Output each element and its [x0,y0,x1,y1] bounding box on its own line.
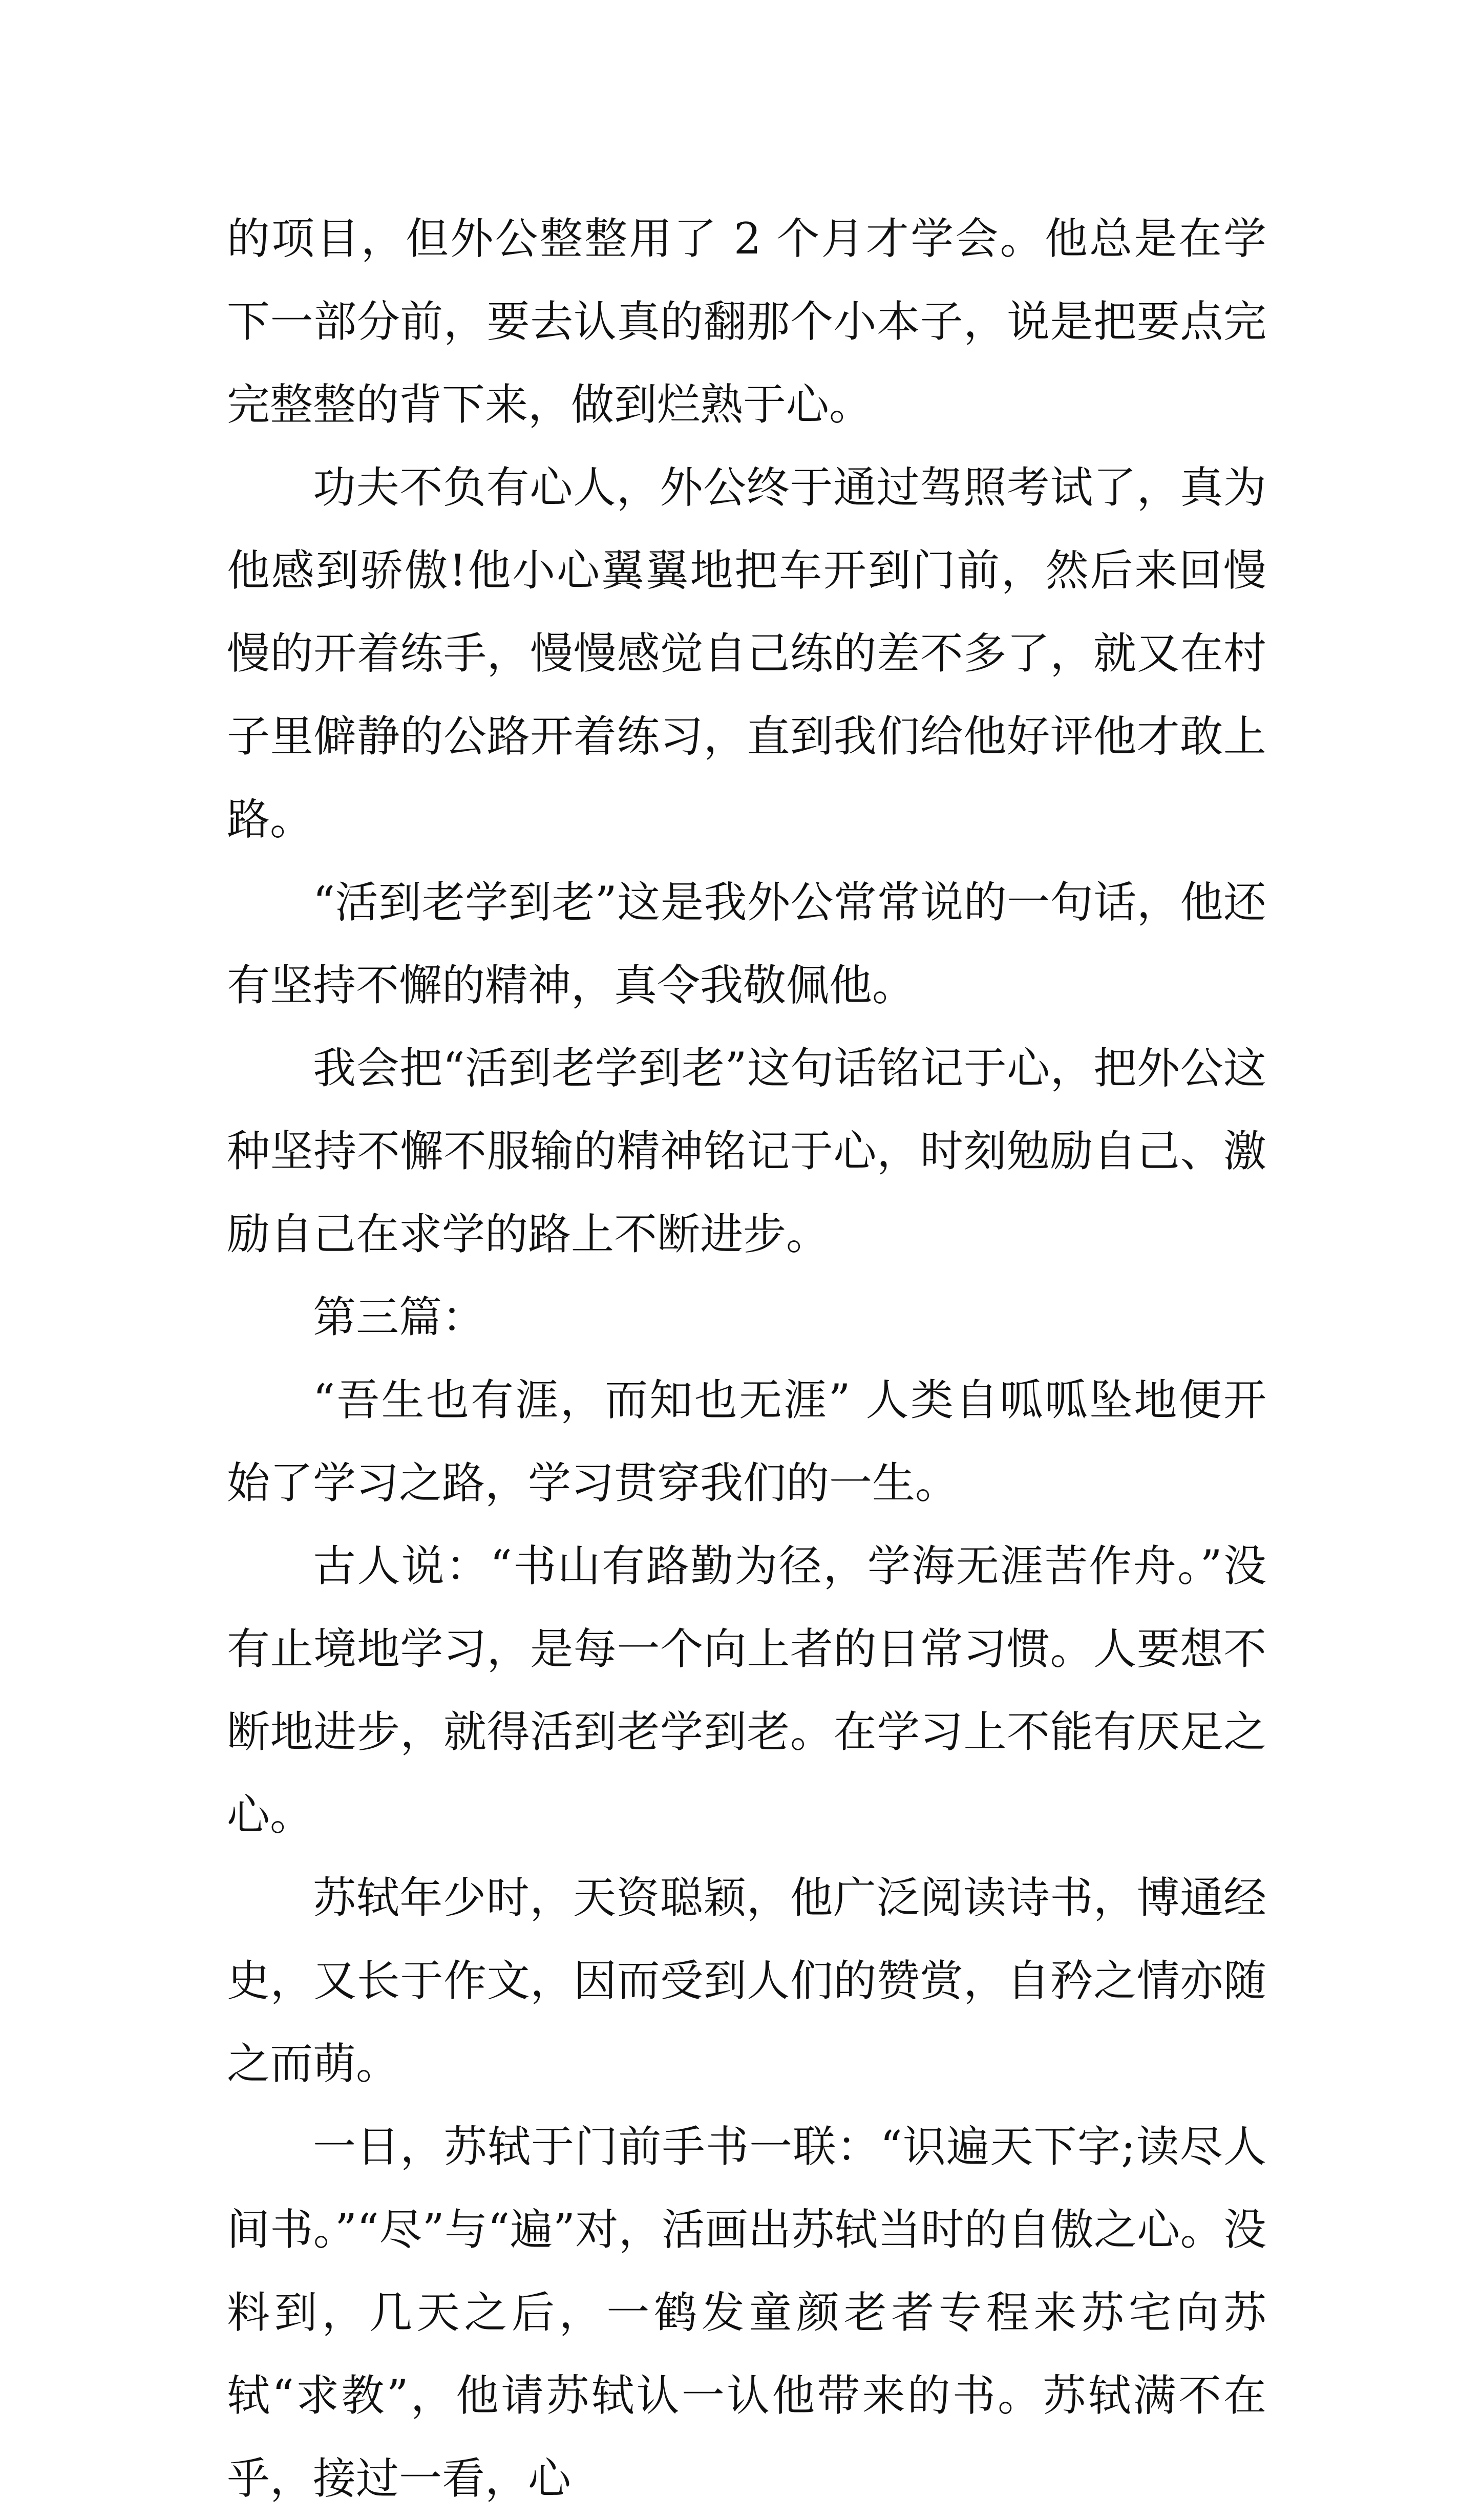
paragraph-2: 功夫不负有心人，外公终于通过驾照考试了，真为他感到骄傲!他小心翼翼地把车开到门前，然后来回慢慢的开着练手，慢慢感觉自己练的差不多了，就又在村子里僻静的公路开着练习，直到我们给他好评他才敢上路。 [227,462,1266,844]
document-body [227,197,1266,2520]
paragraph-1: 的项目，但外公整整用了 2 个月才学会。他总是在学下一部分前，要去认真的翻那个小本子，说是把要点完完整整的背下来，做到烂熟于心。 [227,214,1266,430]
paragraph-3: “活到老学到老”这是我外公常常说的一句话，他还有坚持不懈的精神，真令我敬佩他。 [227,877,1266,1010]
section-heading: 第三篇： [313,1292,485,1342]
paragraph-4: 我会把“活到老学到老”这句话铭记于心，把外公这种坚持不懈不服输的精神铭记于心，时刻勉励自己、激励自己在求学的路上不断进步。 [227,1043,1266,1259]
paragraph-6: “吾生也有涯，而知也无涯” 人类自呱呱坠地便开始了学习之路，学习贯穿我们的一生。 [227,1375,1266,1508]
paragraph-7: 古人说：“书山有路勤为径，学海无涯苦作舟。”没有止境地学习，是每一个向上者的日常习惯。人要想不断地进步，就得活到老学到老。在学习上不能有厌足之心。 [227,1541,1266,1840]
paragraph-9: 一日，苏轼于门前手书一联：“识遍天下字;读尽人间书。”“尽”与“遍”对，活画出苏轼当时的自傲之心。没料到，几天之后，一鹤发童颜老者专程来苏宅向苏轼“求教”，他请苏轼认一认他带来的书。苏轼满不在乎，接过一看，心 [227,2122,1266,2504]
paragraph-8: 苏轼年少时，天资聪颖，他广泛阅读诗书，博通经史，又长于作文，因而受到人们的赞赏，自矜之情亦随之而萌。 [227,1873,1266,2089]
